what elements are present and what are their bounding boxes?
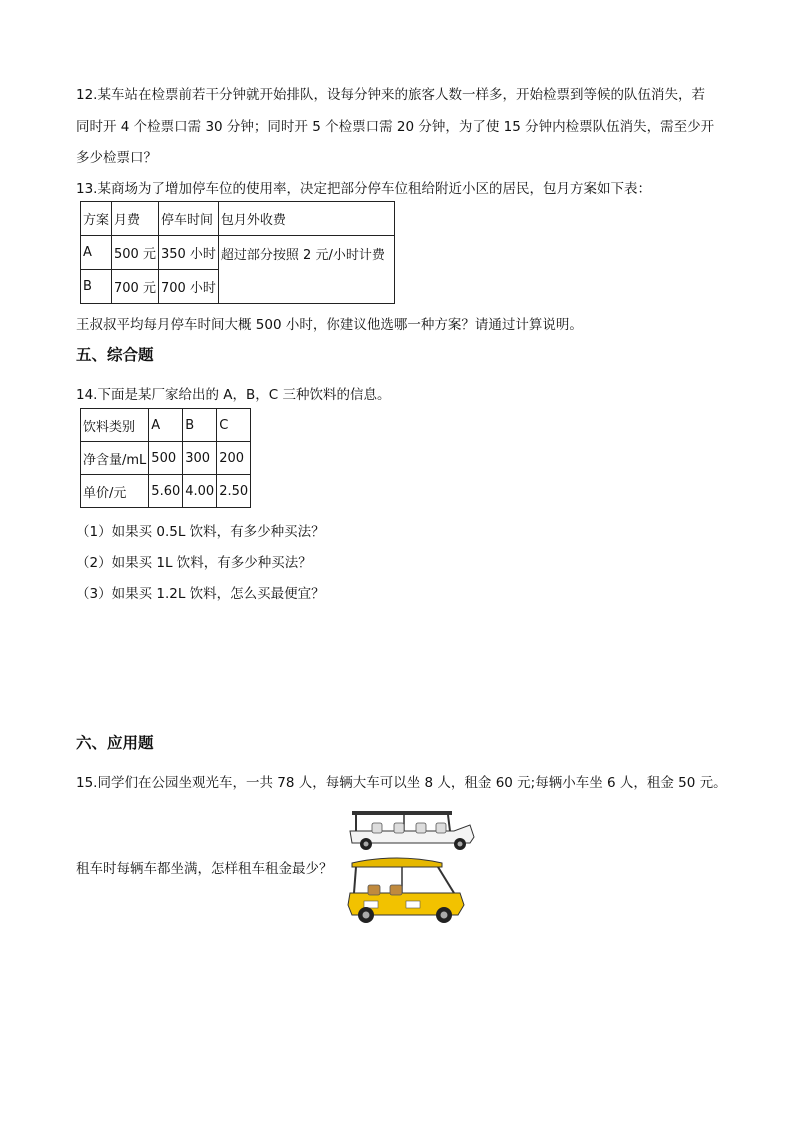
table-cell: 净含量/mL [81,442,149,475]
table-cell: B [81,270,112,304]
section-title: 六、应用题 [76,734,154,752]
table-row [81,236,395,270]
table-header-cell: 停车时间 [158,202,218,236]
q14-intro: 14.下面是某厂家给出的 A，B，C 三种饮料的信息。 [76,387,391,403]
table-cell: 4.00 [183,475,217,508]
table-row [81,442,251,475]
q12-line1: 12.某车站在检票前若干分钟就开始排队，设每分钟来的旅客人数一样多，开始检票到等候的队伍消失，若 [76,87,705,103]
table-cell: B [183,409,217,442]
small-yellow-car-icon [348,858,464,923]
q15-intro: 15.同学们在公园坐观光车，一共 78 人，每辆大车可以坐 8 人，租金 60 元;每辆小车坐 6 人，租金 50 元。 [76,775,727,791]
q14-sub3: （3）如果买 1.2L 饮料，怎么买最便宜？ [76,586,325,602]
q15-question: 租车时每辆车都坐满，怎样租车租金最少？ [76,861,333,877]
table-cell: 700 元 [112,270,159,304]
cars-illustration [342,801,492,931]
large-white-car-icon [350,811,474,850]
table-merged-cell [218,236,394,304]
table-cell: 500 [149,442,183,475]
parking-plan-table [80,201,395,304]
q14-sub2: （2）如果买 1L 饮料，有多少种买法？ [76,555,312,571]
table-header-cell: 月费 [112,202,159,236]
table-cell: 200 [217,442,251,475]
table-cell: A [81,236,112,270]
q12-line3: 多少检票口？ [76,150,157,166]
table-cell: A [149,409,183,442]
extra-fee-note: 超过部分按照 2 元/小时计费 [220,248,385,263]
table-cell: 500 元 [112,236,159,270]
table-header-cell: 方案 [81,202,112,236]
table-cell: 300 [183,442,217,475]
table-cell: 5.60 [149,475,183,508]
q13-intro: 13.某商场为了增加停车位的使用率，决定把部分停车位租给附近小区的居民，包月方案如下表： [76,181,651,197]
table-cell: 饮料类别 [81,409,149,442]
table-cell: 单价/元 [81,475,149,508]
q14-sub1: （1）如果买 0.5L 饮料，有多少种买法？ [76,524,325,540]
table-cell: C [217,409,251,442]
table-row [81,475,251,508]
section-title: 五、综合题 [76,346,154,364]
table-cell: 700 小时 [158,270,218,304]
table-cell: 350 小时 [158,236,218,270]
sightseeing-cars-image [342,801,492,931]
table-header-cell: 包月外收费 [218,202,394,236]
q13-question: 王叔叔平均每月停车时间大概 500 小时，你建议他选哪一种方案？请通过计算说明。 [76,317,583,333]
q12-line2: 同时开 4 个检票口需 30 分钟；同时开 5 个检票口需 20 分钟，为了使 15 分钟内检票队伍消失，需至少开 [76,119,715,135]
drink-info-table [80,408,251,508]
table-row [81,202,395,236]
table-row [81,409,251,442]
table-cell: 2.50 [217,475,251,508]
